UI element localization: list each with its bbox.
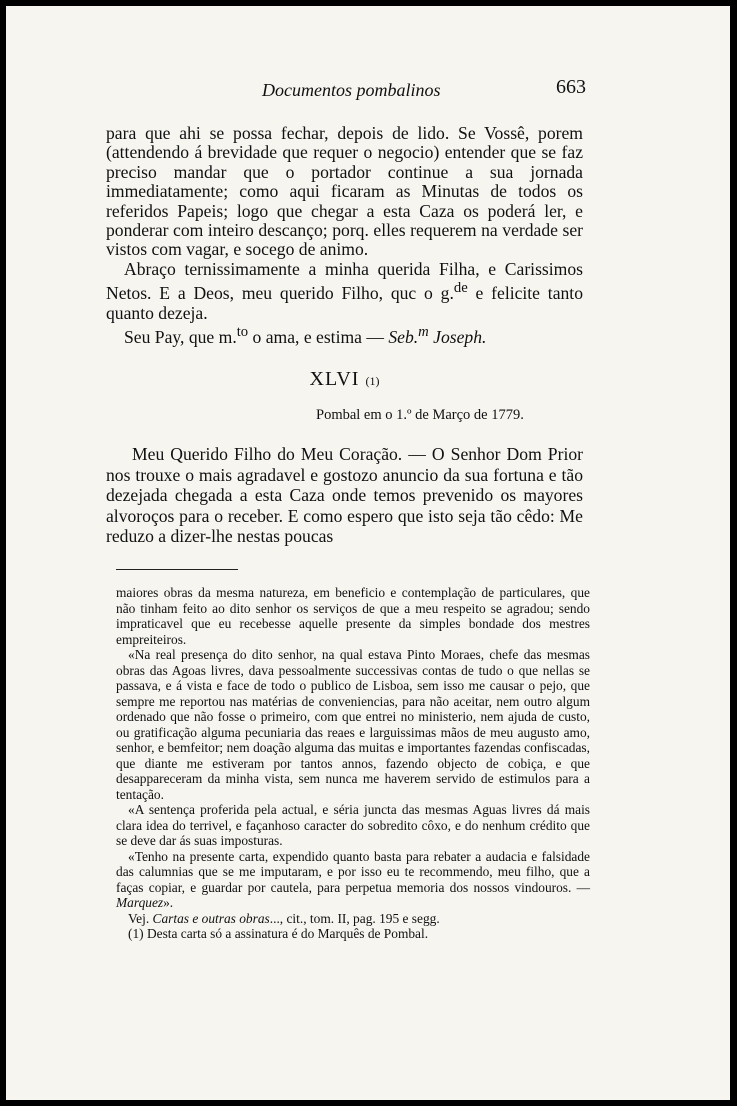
- signature-name-a: Seb.: [388, 326, 419, 347]
- embrace-superscript: de: [453, 280, 468, 297]
- footnote-rule: [116, 569, 238, 570]
- embrace-paragraph: [106, 260, 583, 323]
- signature-name-b: Joseph.: [428, 326, 487, 347]
- footnote-signature: Marquez: [116, 895, 164, 910]
- footnote-paragraph: «A sentença proferida pela actual, e séria juncta das mesmas Aguas livres dá mais clara idea do terrivel, e façanhoso caracter do sobredito côxo, e do nenhum crédito que se deve dar ás suas imposturas.: [116, 802, 590, 848]
- footnote-paragraph: [116, 849, 590, 911]
- continuation-paragraph: para que ahi se possa fechar, depois de lido. Se Vossê, porem (attendendo á brevidade que requer o negocio) entender que se faz preciso mandar que o portador continue a sua jornada immediatamente; como aqui ficaram as Minutas de todos os referidos Papeis; logo que chegar a esta Caza os poderá ler, e ponderar com inteiro descanço; porq. elles requerem na verdade ser vistos com vagar, e socego de animo.: [106, 123, 583, 260]
- signature-superscript: m: [418, 323, 429, 340]
- footnote-reference: [116, 911, 590, 927]
- dateline: Pombal em o 1.º de Março de 1779.: [316, 407, 524, 423]
- signoff-text-a: Seu Pay, que m.: [124, 326, 237, 347]
- signoff: [106, 323, 583, 347]
- running-head: [66, 76, 596, 106]
- footnote-text: «Tenho na presente carta, expendido quanto basta para rebater a audacia e falsidade das calumnias que se me imputaram, e por isso eu te recommendo, meu filho, que a faças copiar, e guardar por cautela, para perpetua memoria dos nossos vindouros. —: [116, 848, 590, 895]
- reference-prefix: Vej.: [128, 910, 153, 926]
- reference-detail: ..., cit., tom. II, pag. 195 e segg.: [269, 910, 440, 926]
- signoff-superscript: to: [236, 323, 249, 340]
- embrace-text-a: Abraço ternissimamente a minha querida Filha, e Carissimos Netos. E a Deos, meu querido Filho, quc o g.: [106, 258, 583, 304]
- letter-number: XLVI: [309, 368, 360, 390]
- letter-heading: [106, 368, 583, 391]
- footnote-marker[interactable]: (1): [365, 374, 380, 388]
- footnote-end: ».: [163, 895, 174, 910]
- footnote-continuation: maiores obras da mesma natureza, em beneficio e contemplação de particulares, que não tinham feito ao dito senhor os serviços de que a meu respeito se agradou; sendo impraticavel que eu recebesse aquelle presente da simples bondade dos mestres empreiteiros.: [116, 585, 590, 647]
- embrace-text-b: e felicite tanto quanto dezeja.: [106, 283, 583, 323]
- letter-opening: Meu Querido Filho do Meu Coração. — O Senhor Dom Prior nos trouxe o mais agradavel e gostozo anuncio da sua fortuna e tão dezejada chegada a esta Caza onde temos prevenido os mayores alvoroços para o receber. E como espero que isto seja tão cêdo: Me reduzo a dizer-lhe nestas poucas: [106, 444, 583, 547]
- page-number: 663: [556, 76, 586, 98]
- reference-title: Cartas e outras obras: [152, 910, 270, 926]
- letter-body: [106, 444, 583, 547]
- letter-continuation: [106, 124, 583, 347]
- running-title: Documentos pombalinos: [262, 80, 441, 100]
- document-page: [6, 6, 730, 1100]
- footnotes: [116, 585, 590, 942]
- footnote-1: (1) Desta carta só a assinatura é do Marquês de Pombal.: [128, 926, 429, 941]
- signoff-text-b: o ama, e estima —: [248, 326, 389, 347]
- footnote-paragraph: «Na real presença do dito senhor, na qual estava Pinto Moraes, chefe das mesmas obras das Agoas livres, dava pessoalmente successivas contas de tudo o que nellas se passava, e á vista e face de todo o publico de Lisboa, sem isso me causar o pejo, que sempre me reportou nas matérias de conveniencias, para não aceitar, nem outro algum ordenado que não fosse o primeiro, com que entrei no ministerio, nem ajuda de custo, ou gratificação alguma pecuniaria das reaes e larguissimas mãos de meu augusto amo, senhor, e bemfeitor; nem doação alguma das muitas e importantes fazendas confiscadas, que diante me estiveram por tantos annos, fazendo objecto de cobiça, e que desappareceram da minha vista, sem nunca me haverem servido de estimulos para a tentação.: [116, 647, 590, 802]
